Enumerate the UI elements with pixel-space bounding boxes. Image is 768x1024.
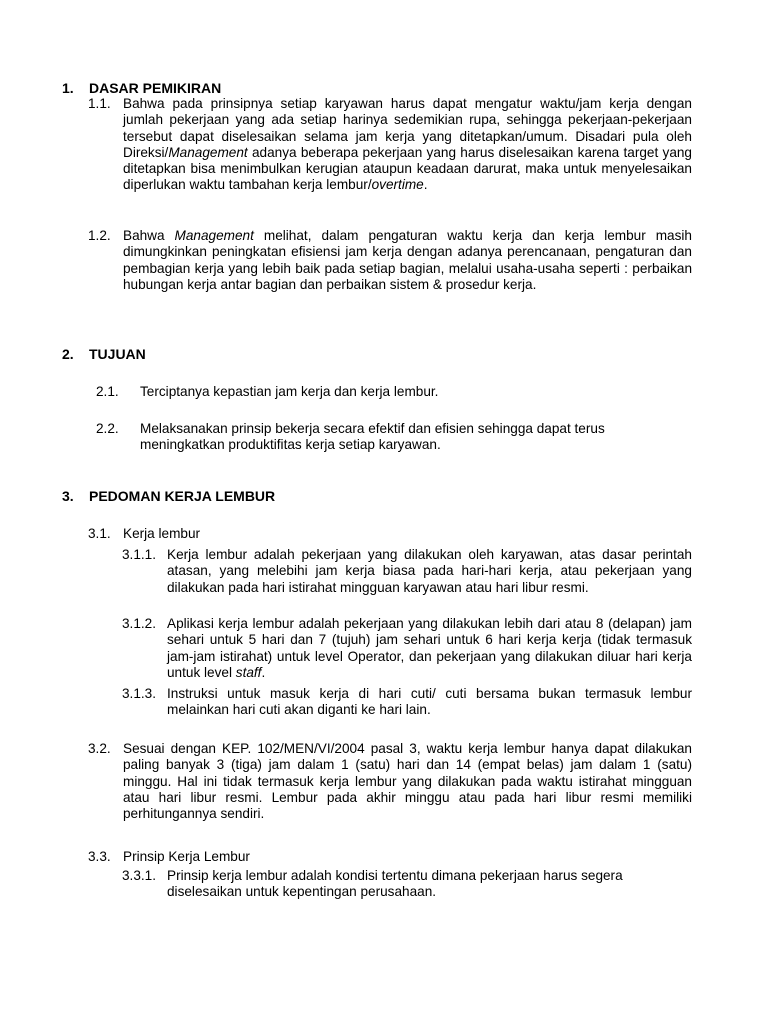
italic-term: Management: [174, 228, 254, 243]
section-1-heading: [62, 80, 221, 96]
item-text: [140, 421, 666, 454]
text-run: Aplikasi kerja lembur adalah pekerjaan yang dilakukan lebih dari atau 8 (delapan) jam sehari untuk 5 hari dan 7 (tujuh) jam sehari untuk 6 hari kerja kerja (tidak termasuk jam-jam istirahat) untuk level Operator, dan pekerjaan yang dilakukan diluar hari kerja untuk level: [167, 616, 692, 680]
subitem-3-1-3: [122, 686, 692, 719]
subitem-text: [167, 686, 692, 719]
item-number: 3.3.: [88, 849, 111, 864]
item-1-1: [88, 96, 692, 194]
subitem-number: 3.3.1.: [122, 868, 157, 883]
italic-term: overtime: [371, 177, 424, 193]
section-title: DASAR PEMIKIRAN: [89, 80, 222, 96]
subitem-number: 3.1.1.: [122, 547, 157, 562]
item-number: 3.2.: [88, 741, 111, 756]
text-run: Melaksanakan prinsip bekerja secara efektif dan efisien sehingga dapat terus meningkatkan produktifitas kerja setiap karyawan.: [140, 421, 605, 453]
text-run: adanya beberapa pekerjaan yang harus diselesaikan karena target yang ditetapkan bisa menimbulkan kerugian ataupun keadaan darurat, maka untuk menyelesaikan diperlukan waktu tambahan kerja lembur/: [123, 144, 692, 193]
item-2-1: [96, 384, 666, 400]
text-run: .: [261, 664, 266, 680]
subitem-text: [167, 616, 692, 681]
item-number: 2.1.: [96, 384, 119, 399]
item-number: 3.1.: [88, 526, 111, 541]
section-number: 1.: [62, 80, 74, 96]
section-number: 2.: [62, 346, 74, 362]
italic-term: Management: [168, 144, 248, 160]
italic-term: staff: [235, 664, 262, 680]
section-2-heading: [62, 346, 146, 362]
text-run: Instruksi untuk masuk kerja di hari cuti/ cuti bersama bukan termasuk lembur melainkan hari cuti akan diganti ke hari lain.: [167, 686, 692, 718]
text-run: Kerja lembur adalah pekerjaan yang dilakukan oleh karyawan, atas dasar perintah atasan, yang melebihi jam kerja biasa pada hari-hari kerja, atau pekerjaan yang dilakukan pada hari istirahat mingguan karyawan atau hari libur resmi.: [167, 547, 692, 595]
item-text: [140, 384, 438, 400]
item-text: [123, 228, 692, 293]
text-run: Prinsip kerja lembur adalah kondisi tertentu dimana pekerjaan harus segera diselesaikan untuk kepentingan perusahaan.: [167, 868, 623, 900]
subitem-3-1-2: [122, 616, 692, 681]
section-number: 3.: [62, 488, 74, 504]
text-run: melihat, dalam pengaturan waktu kerja dan kerja lembur masih dimungkinkan peningkatan efisiensi jam kerja dengan adanya perencanaan, pengaturan dan pembagian kerja yang lebih baik pada setiap bagian, melalui usaha-usaha seperti : perbaikan hubungan kerja antar bagian dan perbaikan sistem & prosedur kerja.: [123, 228, 692, 292]
item-1-2: [88, 228, 692, 293]
section-title: PEDOMAN KERJA LEMBUR: [89, 488, 276, 504]
item-text: [123, 96, 692, 194]
item-2-2: [96, 421, 666, 454]
item-3-2: [88, 741, 692, 822]
subitem-text: [167, 868, 692, 901]
item-text: [123, 741, 692, 822]
item-3-3: [88, 849, 692, 865]
subitem-3-1-1: [122, 547, 692, 596]
subitem-3-3-1: [122, 868, 692, 901]
text-run: Terciptanya kepastian jam kerja dan kerja lembur.: [140, 384, 439, 399]
item-heading: Kerja lembur: [123, 526, 201, 541]
item-3-1: [88, 526, 692, 542]
item-number: 2.2.: [96, 421, 119, 436]
item-heading: Prinsip Kerja Lembur: [123, 849, 250, 864]
text-run: Bahwa pada prinsipnya setiap karyawan harus dapat mengatur waktu/jam kerja dengan jumlah pekerjaan yang ada setiap harinya sedemikian rupa, sehingga pekerjaan-pekerjaan tersebut dapat diselesaikan selama jam kerja yang ditetapkan/umum. Disadari pula oleh Direksi/: [123, 96, 692, 160]
subitem-number: 3.1.2.: [122, 616, 157, 631]
subitem-number: 3.1.3.: [122, 686, 157, 701]
section-title: TUJUAN: [89, 346, 146, 362]
item-number: 1.2.: [88, 228, 111, 243]
text-run: Sesuai dengan KEP. 102/MEN/VI/2004 pasal 3, waktu kerja lembur hanya dapat dilakukan paling banyak 3 (tiga) jam dalam 1 (satu) hari dan 14 (empat belas) jam dalam 1 (satu) minggu. Hal ini tidak termasuk kerja lembur yang dilakukan pada waktu istirahat mingguan atau hari libur resmi. Lembur pada akhir minggu atau pada hari libur resmi memiliki perhitungannya sendiri.: [123, 741, 692, 822]
item-number: 1.1.: [88, 96, 111, 111]
subitem-text: [167, 547, 692, 596]
text-run: Bahwa: [123, 228, 175, 243]
section-3-heading: [62, 488, 275, 504]
text-run: .: [423, 177, 428, 193]
